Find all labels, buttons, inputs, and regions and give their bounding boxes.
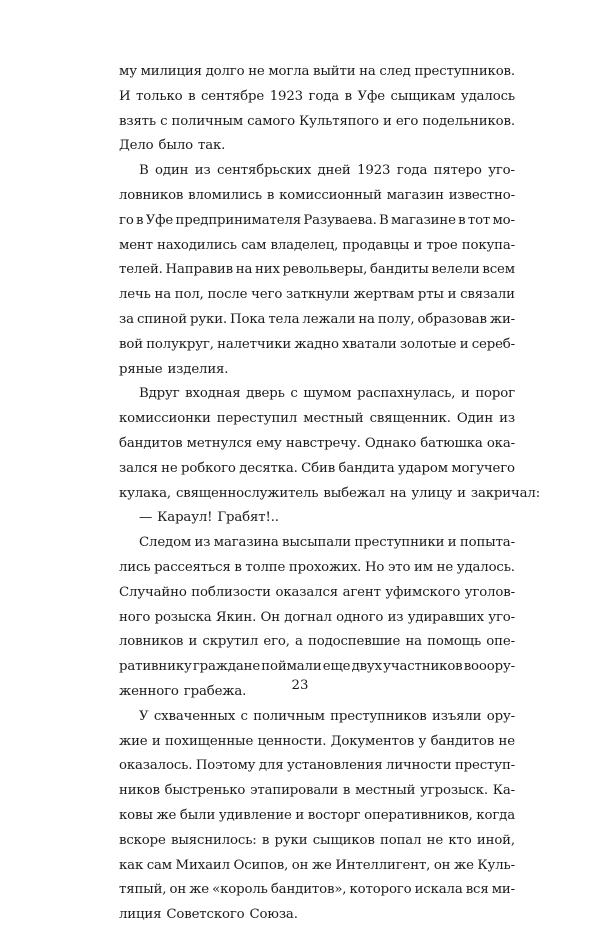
text-line: ловников вломились в комиссионный магазин известно- (119, 187, 515, 203)
text-line: кулака, священнослужитель выбежал на улицу и закричал: (119, 485, 541, 501)
text-line: Дело было так. (119, 138, 226, 154)
text-line: вскоре выяснилось: в руки сыщиков попал не кто иной, (119, 832, 515, 848)
text-line: бандитов метнулся ему навстречу. Однако батюшка ока- (119, 435, 515, 451)
text-line: лись рассеяться в толпе прохожих. Но это им не удалось. (119, 559, 515, 575)
text-line: ряные изделия. (119, 361, 229, 377)
paragraph (119, 705, 515, 928)
text-line: телей. Направив на них револьверы, бандиты велели всем (119, 262, 515, 278)
paragraph (119, 382, 541, 506)
text-line: оказалось. Поэтому для установления личности преступ- (119, 758, 515, 774)
page-number: 23 (291, 678, 309, 693)
text-line: — Караул! Грабят!.. (139, 510, 279, 526)
text-line: ративнику граждане поймали еще двух участников вооору- (119, 659, 515, 675)
text-line: Вдруг входная дверь с шумом распахнулась, и порог (139, 386, 515, 402)
text-line: му милиция долго не могла выйти на след преступников. (119, 64, 515, 79)
text-line: комиссионки переступил местный священник. Один из (119, 411, 515, 427)
text-line: как сам Михаил Осипов, он же Интеллигент, он же Куль- (119, 857, 515, 873)
text-line: В один из сентябрьских дней 1923 года пятеро уго- (139, 163, 515, 179)
paragraph (119, 60, 515, 159)
text-line: за спиной руки. Пока тела лежали на полу, образовав жи- (119, 311, 515, 327)
text-line: Следом из магазина высыпали преступники и попыта- (139, 535, 515, 551)
text-line: зался не робкого десятка. Сбив бандита ударом могучего (119, 460, 515, 476)
text-line: ковы же были удивление и восторг оперативников, когда (119, 807, 515, 823)
paragraph (119, 159, 515, 382)
text-line: женного грабежа. (119, 683, 247, 699)
text-line: лиция Советского Союза. (119, 907, 298, 923)
text-line: ного розыска Якин. Он догнал одного из удиравших уго- (119, 609, 515, 625)
text-line: ловников и скрутил его, а подоспевшие на помощь опе- (119, 634, 515, 650)
text-line: ников быстренько этапировали в местный угрозыск. Ка- (119, 783, 515, 799)
text-line: Случайно поблизости оказался агент уфимского уголов- (119, 584, 515, 600)
text-line: тяпый, он же «король бандитов», которого искала вся ми- (119, 882, 515, 898)
text-line: жие и похищенные ценности. Документов у бандитов не (119, 733, 515, 749)
page-text (119, 60, 541, 928)
text-line: взять с поличным самого Культяпого и его подельников. (119, 113, 515, 129)
text-line: У схваченных с поличным преступников изъяли ору- (139, 708, 515, 724)
text-line: лечь на пол, после чего заткнули жертвам рты и связали (119, 287, 515, 303)
text-line: го в Уфе предпринимателя Разуваева. В магазине в тот мо- (119, 212, 515, 228)
text-line: мент находились сам владелец, продавцы и трое покупа- (119, 237, 515, 253)
paragraph (119, 506, 515, 531)
text-line: вой полукруг, налетчики жадно хватали золотые и сереб- (119, 336, 515, 352)
text-line: И только в сентябре 1923 года в Уфе сыщикам удалось (119, 88, 515, 104)
